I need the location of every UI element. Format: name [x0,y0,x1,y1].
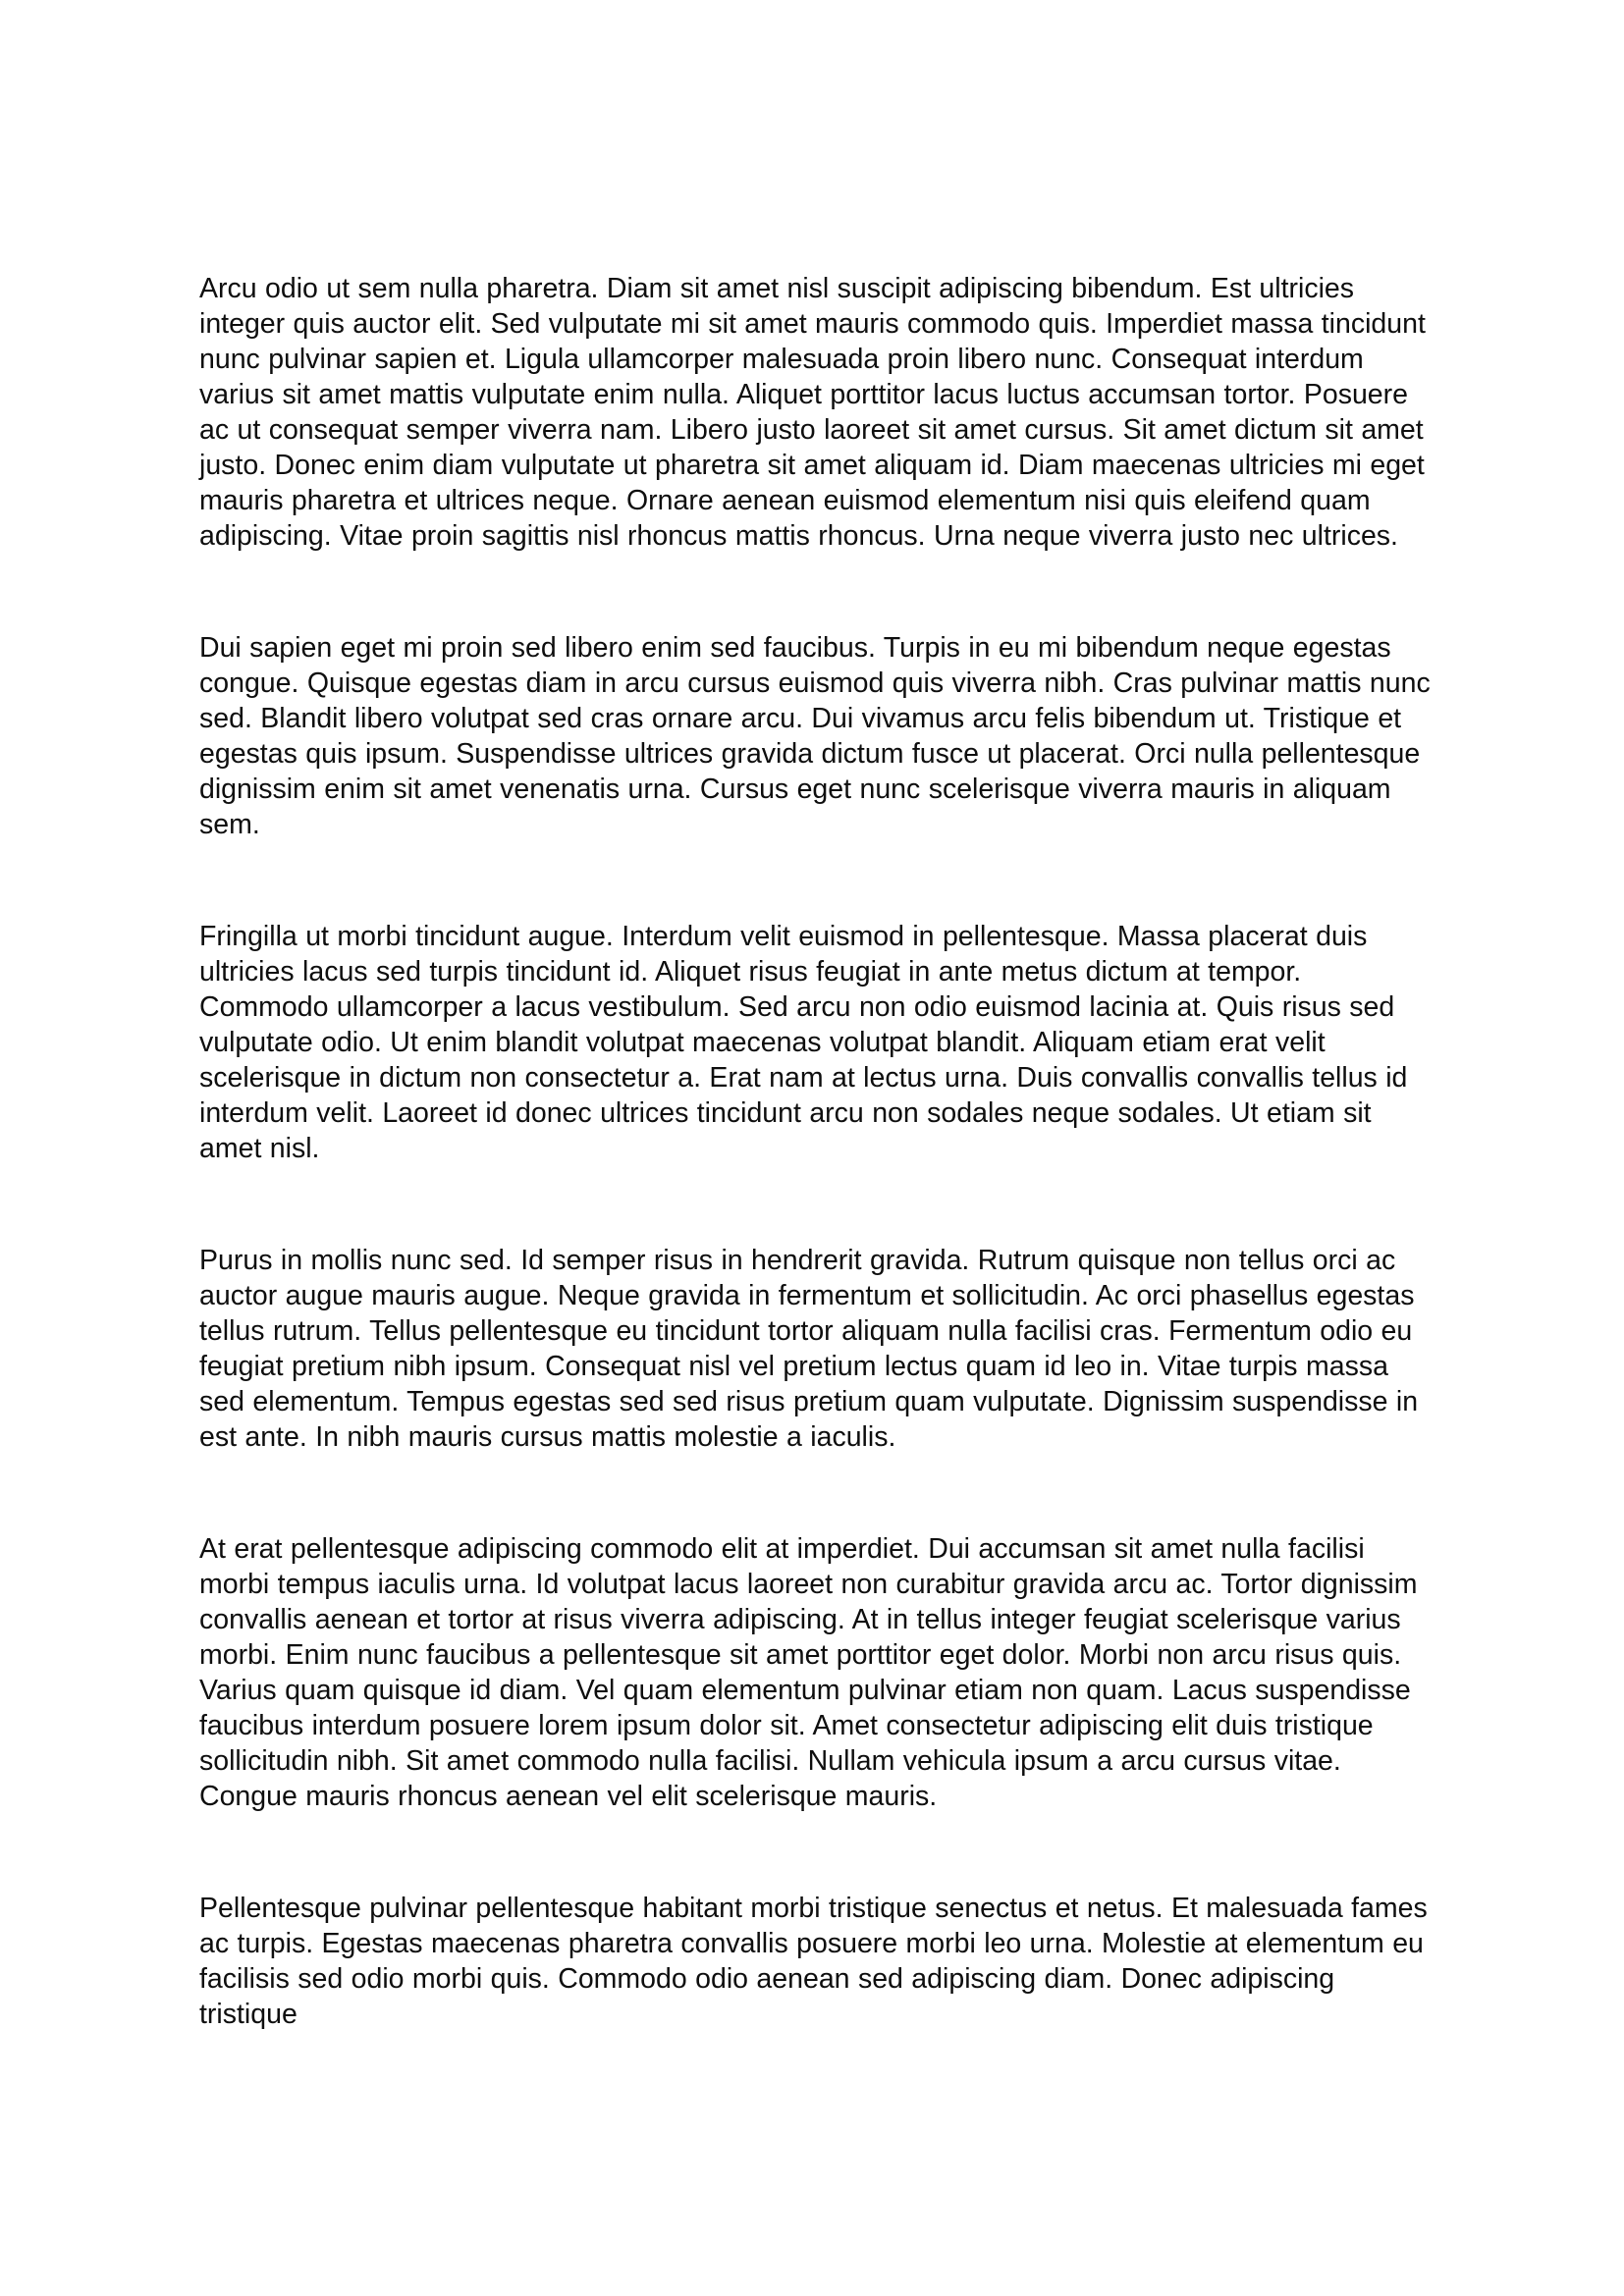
paragraph-6: Pellentesque pulvinar pellentesque habitant morbi tristique senectus et netus. Et malesuada fames ac turpis. Egestas maecenas pharetra convallis posuere morbi leo urna. Molestie at elementum eu facilisis sed odio morbi quis. Commodo odio aenean sed adipiscing diam. Donec adipiscing tristique [199,1893,1428,2030]
paragraph-4: Purus in mollis nunc sed. Id semper risus in hendrerit gravida. Rutrum quisque non tellus orci ac auctor augue mauris augue. Neque gravida in fermentum et sollicitudin. Ac orci phasellus egestas tellus rutrum. Tellus pellentesque eu tincidunt tortor aliquam nulla facilisi cras. Fermentum odio eu feugiat pretium nibh ipsum. Consequat nisl vel pretium lectus quam id leo in. Vitae turpis massa sed elementum. Tempus egestas sed sed risus pretium quam vulputate. Dignissim suspendisse in est ante. In nibh mauris cursus mattis molestie a iaculis. [199,1245,1419,1453]
paragraph-2: Dui sapien eget mi proin sed libero enim sed faucibus. Turpis in eu mi bibendum neque egestas congue. Quisque egestas diam in arcu cursus euismod quis viverra nibh. Cras pulvinar mattis nunc sed. Blandit libero volutpat sed cras ornare arcu. Dui vivamus arcu felis bibendum ut. Tristique et egestas quis ipsum. Suspendisse ultrices gravida dictum fusce ut placerat. Orci nulla pellentesque dignissim enim sit amet venenatis urna. Cursus eget nunc scelerisque viverra mauris in aliquam sem. [199,632,1431,840]
paragraph-1: Arcu odio ut sem nulla pharetra. Diam sit amet nisl suscipit adipiscing bibendum. Est ultricies integer quis auctor elit. Sed vulputate mi sit amet mauris commodo quis. Imperdiet massa tincidunt nunc pulvinar sapien et. Ligula ullamcorper malesuada proin libero nunc. Consequat interdum varius sit amet mattis vulputate enim nulla. Aliquet porttitor lacus luctus accumsan tortor. Posuere ac ut consequat semper viverra nam. Libero justo laoreet sit amet cursus. Sit amet dictum sit amet justo. Donec enim diam vulputate ut pharetra sit amet aliquam id. Diam maecenas ultricies mi eget mauris pharetra et ultrices neque. Ornare aenean euismod elementum nisi quis eleifend quam adipiscing. Vitae proin sagittis nisl rhoncus mattis rhoncus. Urna neque viverra justo nec ultrices. [199,273,1426,552]
paragraph-3: Fringilla ut morbi tincidunt augue. Interdum velit euismod in pellentesque. Massa placerat duis ultricies lacus sed turpis tincidunt id. Aliquet risus feugiat in ante metus dictum at tempor. Commodo ullamcorper a lacus vestibulum. Sed arcu non odio euismod lacinia at. Quis risus sed vulputate odio. Ut enim blandit volutpat maecenas volutpat blandit. Aliquam etiam erat velit scelerisque in dictum non consectetur a. Erat nam at lectus urna. Duis convallis convallis tellus id interdum velit. Laoreet id donec ultrices tincidunt arcu non sodales neque sodales. Ut etiam sit amet nisl. [199,921,1408,1164]
paragraph-5: At erat pellentesque adipiscing commodo elit at imperdiet. Dui accumsan sit amet nulla facilisi morbi tempus iaculis urna. Id volutpat lacus laoreet non curabitur gravida arcu ac. Tortor dignissim convallis aenean et tortor at risus viverra adipiscing. At in tellus integer feugiat scelerisque varius morbi. Enim nunc faucibus a pellentesque sit amet porttitor eget dolor. Morbi non arcu risus quis. Varius quam quisque id diam. Vel quam elementum pulvinar etiam non quam. Lacus suspendisse faucibus interdum posuere lorem ipsum dolor sit. Amet consectetur adipiscing elit duis tristique sollicitudin nibh. Sit amet commodo nulla facilisi. Nullam vehicula ipsum a arcu cursus vitae. Congue mauris rhoncus aenean vel elit scelerisque mauris. [199,1533,1418,1812]
